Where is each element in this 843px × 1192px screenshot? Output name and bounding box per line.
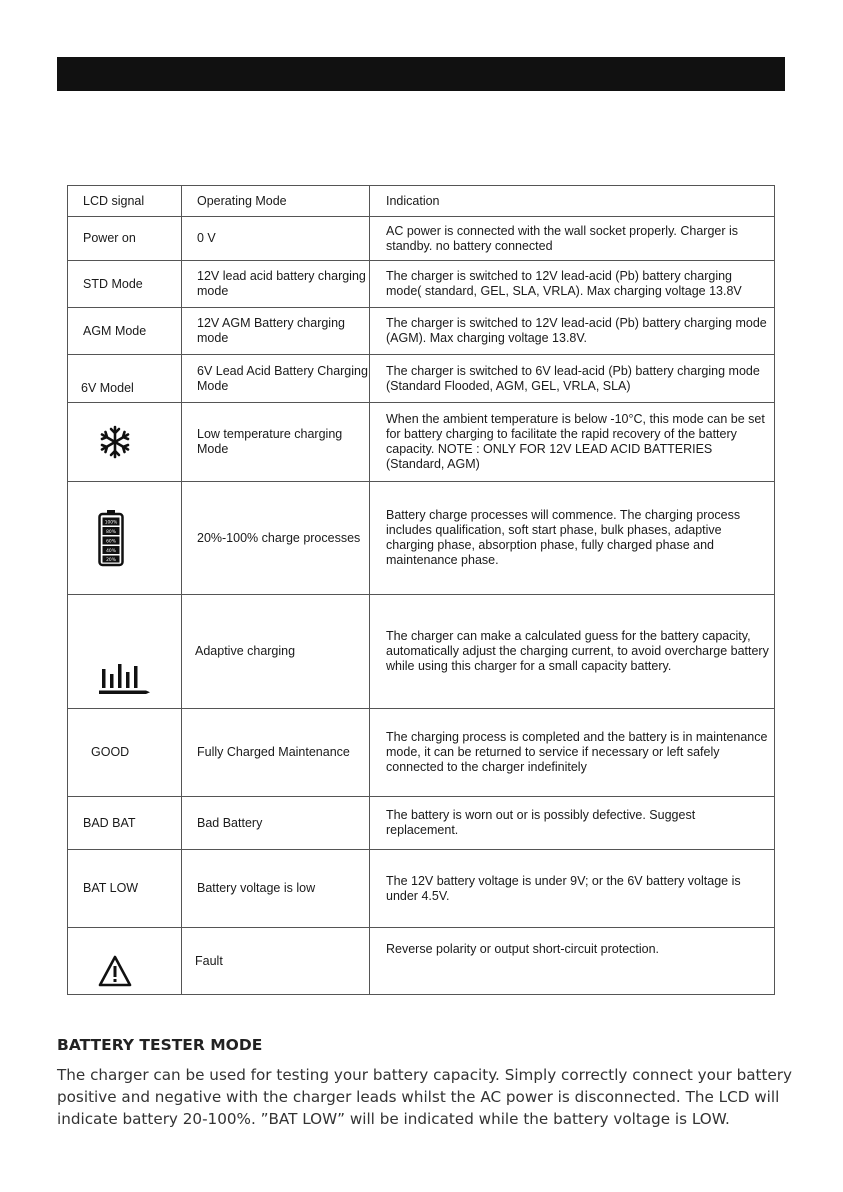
table-row <box>68 595 775 709</box>
table-row <box>68 261 775 308</box>
table-header-row <box>68 186 775 217</box>
warning-triangle-icon <box>83 954 181 988</box>
column-header-indication: Indication <box>370 186 775 217</box>
indication-cell: The charger is switched to 6V lead-acid (Pb) battery charging mode (Standard Flooded, AGM, GEL, VRLA, SLA) <box>370 355 775 403</box>
indication-cell: When the ambient temperature is below -10°C, this mode can be set for battery charging to facilitate the rapid recovery of the battery capacity. NOTE : ONLY FOR 12V LEAD ACID BATTERIES (Standard, AGM) <box>370 403 775 482</box>
operating-mode-cell: Bad Battery <box>182 797 370 850</box>
lcd-signal-cell <box>68 928 182 995</box>
column-header-lcd-signal: LCD signal <box>68 186 182 217</box>
table-row <box>68 217 775 261</box>
adaptive-bars-icon <box>83 660 181 696</box>
lcd-signal-cell: GOOD <box>68 709 182 797</box>
indication-cell: The charger can make a calculated guess for the battery capacity, automatically adjust the charging current, to avoid overcharge battery while using this charger for a small capacity battery. <box>370 595 775 709</box>
indication-cell: The charging process is completed and the battery is in maintenance mode, it can be returned to service if necessary or left safely connected to the charger indefinitely <box>370 709 775 797</box>
operating-mode-cell: 12V AGM Battery charging mode <box>182 308 370 355</box>
table-row <box>68 928 775 995</box>
indication-cell: The battery is worn out or is possibly defective. Suggest replacement. <box>370 797 775 850</box>
section-body: The charger can be used for testing your battery capacity. Simply correctly connect your battery positive and negative with the charger leads whilst the AC power is disconnected. The LCD will indicate battery 20-100%. ”BAT LOW” will be indicated while the battery voltage is LOW. <box>57 1066 793 1128</box>
snowflake-icon <box>83 424 181 460</box>
battery-level-label: 40% <box>106 549 116 555</box>
lcd-signal-cell: STD Mode <box>68 261 182 308</box>
operating-mode-cell: 20%-100% charge processes <box>182 482 370 595</box>
battery-level-label: 20% <box>106 558 116 564</box>
operating-mode-cell: Adaptive charging <box>182 595 370 709</box>
lcd-signal-cell <box>68 403 182 482</box>
battery-level-label: 60% <box>106 539 116 545</box>
lcd-signal-cell <box>68 482 182 595</box>
indication-cell: AC power is connected with the wall socket properly. Charger is standby. no battery connected <box>370 217 775 261</box>
table-row <box>68 308 775 355</box>
operating-mode-cell: 6V Lead Acid Battery Charging Mode <box>182 355 370 403</box>
battery-icon <box>83 509 181 567</box>
indication-cell: Battery charge processes will commence. The charging process includes qualification, soft start phase, bulk phases, adaptive charging phase, absorption phase, fully charged phase and maintenance phase. <box>370 482 775 595</box>
battery-tester-section <box>57 1036 797 1130</box>
header-bar <box>57 57 785 91</box>
lcd-signal-cell: BAD BAT <box>68 797 182 850</box>
lcd-signal-cell: 6V Model <box>68 355 182 403</box>
operating-mode-cell: Battery voltage is low <box>182 850 370 928</box>
indication-cell: The charger is switched to 12V lead-acid (Pb) battery charging mode( standard, GEL, SLA, VRLA). Max charging voltage 13.8V <box>370 261 775 308</box>
table-row <box>68 355 775 403</box>
lcd-signal-cell <box>68 595 182 709</box>
operating-mode-cell: Fault <box>182 928 370 995</box>
battery-level-label: 80% <box>106 530 116 536</box>
battery-level-label: 100% <box>104 520 118 526</box>
section-title: BATTERY TESTER MODE <box>57 1036 263 1054</box>
indication-cell: The charger is switched to 12V lead-acid (Pb) battery charging mode (AGM). Max charging voltage 13.8V. <box>370 308 775 355</box>
table-row <box>68 797 775 850</box>
operating-mode-cell: 12V lead acid battery charging mode <box>182 261 370 308</box>
operating-mode-cell: Fully Charged Maintenance <box>182 709 370 797</box>
operating-mode-cell: 0 V <box>182 217 370 261</box>
table-row <box>68 403 775 482</box>
column-header-operating-mode: Operating Mode <box>182 186 370 217</box>
lcd-signal-table <box>67 185 775 995</box>
lcd-signal-cell: AGM Mode <box>68 308 182 355</box>
lcd-signal-cell: BAT LOW <box>68 850 182 928</box>
table-row <box>68 709 775 797</box>
lcd-signal-cell: Power on <box>68 217 182 261</box>
indication-cell: The 12V battery voltage is under 9V; or the 6V battery voltage is under 4.5V. <box>370 850 775 928</box>
table-row <box>68 850 775 928</box>
operating-mode-cell: Low temperature charging Mode <box>182 403 370 482</box>
table-row <box>68 482 775 595</box>
indication-cell: Reverse polarity or output short-circuit protection. <box>370 928 775 995</box>
